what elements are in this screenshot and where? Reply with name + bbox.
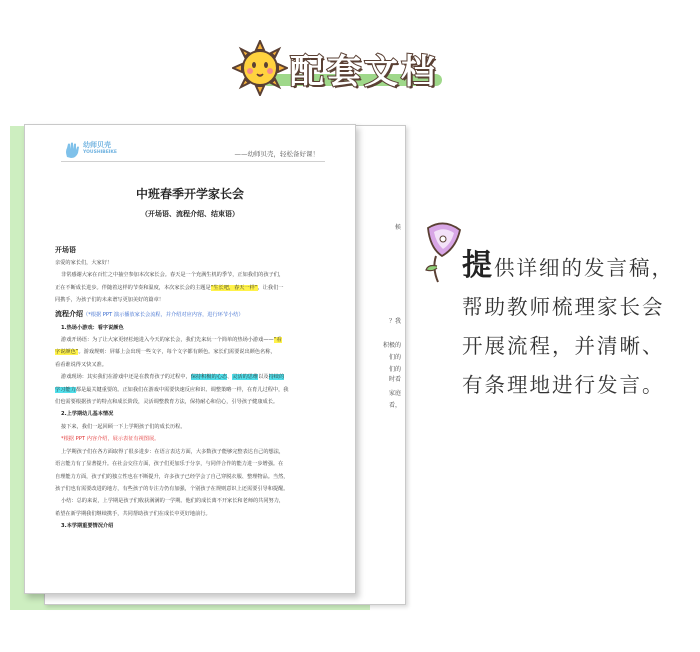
banner-title: 配套文档: [290, 52, 438, 92]
paragraph-line: 非常感谢大家在百忙之中抽空参加本次家长会。春天是一个充满生机的季节，正如我们的孩子们，: [61, 272, 285, 279]
back-page-fragment: 看，: [388, 402, 401, 409]
paragraph-line: 学习能力都是最关键重要的。正如我们在游戏中需要快速反应和识、调整策略一样，在育儿过程中，我: [55, 386, 289, 393]
opening-heading: 开场语: [55, 246, 76, 254]
document-page: [24, 124, 356, 594]
paragraph-line: 正在不断成长进步。伴随着这样的节奏和温度，本次家长会的主题是“生长吧，春天一样”，让我们一: [55, 284, 284, 291]
doc-subtitle: （开场语、流程介绍、结束语）: [141, 210, 239, 218]
back-page-fragment: 候: [394, 224, 401, 231]
paragraph-line: 孩子们也有需要改进的地方，有些孩子的专注力仍有加强，个别孩子在规则意识上还需要引导和提醒。: [55, 485, 289, 492]
paragraph-line: 游戏开场语：为了让大家更轻松地进入今天的家长会，我们先来玩一个简单的热场小游戏——“看: [61, 337, 282, 344]
section-title: 3.本学期重要情况介绍: [61, 523, 114, 530]
feature-line: 有条理地进行发言。: [462, 373, 665, 397]
back-page-fragment: 家庭: [388, 390, 401, 397]
feature-line: 提供详细的发言稿，: [462, 248, 674, 283]
back-page-fragment: 们的: [388, 366, 401, 373]
paragraph-line: 们也需要根据孩子的特点和成长阶段，灵活调整教育方法，保持耐心和信心，引导孩子健康成长。: [55, 399, 279, 406]
theme-highlight: “生长吧，春天一样”: [210, 284, 258, 291]
logo-name: 幼师贝壳: [83, 141, 111, 149]
morning-glory-icon: [424, 220, 464, 284]
logo-pinyin: YOUSHIBEIKE: [83, 150, 117, 155]
ppt-note: *根据 PPT 内容介绍，展示表征有视图展。: [61, 436, 160, 443]
paragraph-line: 字说颜色”。游戏规则：屏幕上会出现一些文字，每个文字都有颜色。家长们需要说出颜色名称，: [55, 349, 276, 356]
feature-lead-char: 提: [462, 248, 494, 283]
feature-line: 帮助教师梳理家长会: [462, 295, 665, 319]
feature-line: 开展流程，并清晰、: [462, 334, 665, 358]
paragraph-line: 同携手，为孩子们的未来谱写更加美好的篇章！: [55, 297, 164, 304]
paragraph-line: 语言能力有了显著提升。在社会交往方面，孩子们更加乐于分享，与同伴合作的能力进一步增强。在: [55, 461, 284, 468]
section-title: 2.上学期幼儿基本情况: [61, 411, 114, 418]
banner: [232, 38, 452, 98]
paragraph-line: 希望在新学期我们继续携手，共同帮助孩子们在成长中更好地前行。: [55, 510, 211, 517]
back-page-fragment: 时看: [388, 376, 401, 383]
doc-title: 中班春季开学家长会: [135, 187, 244, 201]
sun-mascot-icon: [232, 40, 288, 96]
greeting: 亲爱的家长们，大家好！: [55, 260, 113, 266]
paragraph-line: 自理能力方面，孩子们的独立性也在不断提升，许多孩子已经学会了自己穿脱衣服、整理物品。当然，: [55, 473, 289, 480]
paragraph-line: 小结：总的来说，上学期是孩子们收获满满的一学期。他们的成长离不开家长和老师的共同努力，: [61, 498, 285, 505]
doc-logo: [63, 139, 125, 161]
back-page-fragment: 们的: [388, 354, 401, 361]
flow-heading: 流程介绍（*根据 PPT 演示播放家长会流程，并介绍对应内容，进行环节小结）: [55, 309, 244, 318]
hand-logo-icon: [63, 141, 81, 159]
section-title: 1.热场小游戏：看字说颜色: [61, 324, 124, 331]
paragraph-line: 上学期孩子们在各方面取得了很多进步：在语言表达方面，大多数孩子能够完整表达自己的想法，: [61, 448, 285, 455]
feature-description: [462, 246, 698, 405]
paragraph-line: 看看谁说得又快又准。: [55, 361, 107, 368]
doc-body: [55, 243, 339, 533]
paragraph-line: 游戏现场：其实我们在游戏中还是在教育孩子的过程中，保持积极的心态、灵活的思维以及持续的: [61, 374, 285, 381]
paragraph-line: 接下来，我们一起回顾一下上学期孩子们的成长历程。: [61, 423, 186, 430]
back-page-fragment: ？我: [388, 318, 401, 325]
header-divider: [61, 161, 325, 162]
doc-tagline: ——幼师贝壳，轻松备好课！: [234, 150, 319, 158]
flow-note: （*根据 PPT 演示播放家长会流程，并介绍对应内容，进行环节小结）: [83, 311, 244, 318]
back-page-fragment: 积极的: [382, 342, 401, 349]
